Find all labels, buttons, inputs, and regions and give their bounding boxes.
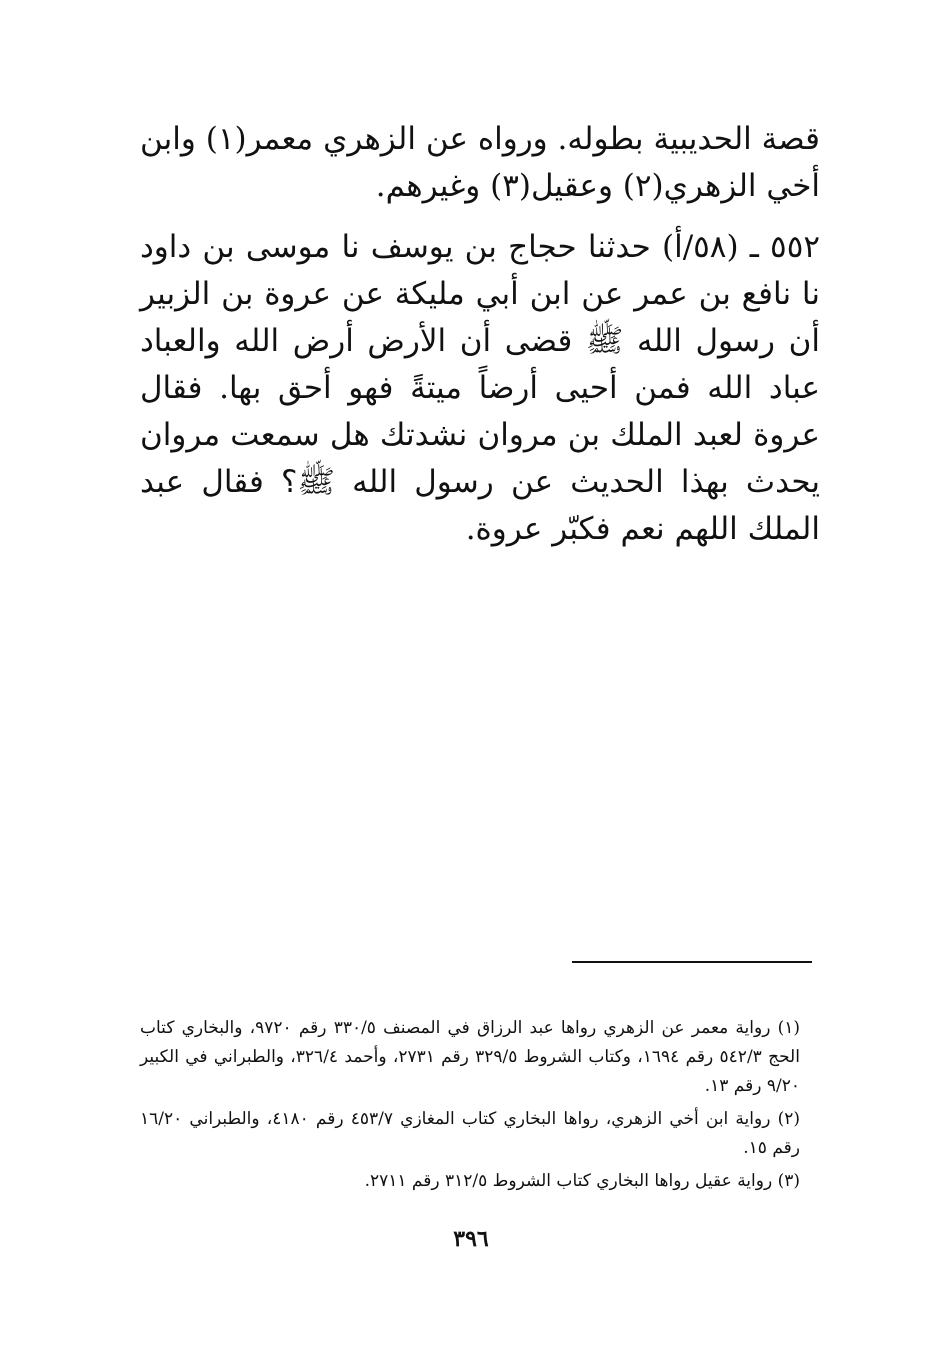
paragraph-text: قصة الحديبية بطوله. ورواه عن الزهري معمر(١) وابن أخي الزهري(٢) وعقيل(٣) وغيرهم. [140,121,821,204]
paragraph-text: ٥٥٢ ـ (٥٨/أ) حدثنا حجاج بن يوسف نا موسى بن داود نا نافع بن عمر عن ابن أبي مليكة عن عروة بن الزبير أن رسول الله ﷺ قضى أن الأرض أرض الله والعباد عباد الله فمن أحيى أرضاً ميتةً فهو أحق بها. فقال عروة لعبد الملك بن مروان نشدتك هل سمعت مروان يحدث بهذا الحديث عن رسول الله ﷺ؟ فقال عبد الملك اللهم نعم فكبّر عروة. [140,229,820,547]
page-number: ٣٩٦ [453,1226,489,1252]
footnote-1: (١) رواية معمر عن الزهري رواها عبد الرزاق في المصنف ٣٣٠/٥ رقم ٩٧٢٠، والبخاري كتاب الحج ٥٤٢/٣ رقم ١٦٩٤، وكتاب الشروط ٣٢٩/٥ رقم ٢٧٣١، وأحمد ٣٢٦/٤، والطبراني في الكبير ٩/٢٠ رقم ١٣. [140,1018,800,1096]
footnote-divider [572,961,812,963]
footnote-2: (٢) رواية ابن أخي الزهري، رواها البخاري كتاب المغازي ٤٥٣/٧ رقم ٤١٨٠، والطبراني ١٦/٢٠ رقم ١٥. [140,1109,800,1158]
hadith-552 [140,224,820,553]
footnotes [140,1014,800,1200]
body-paragraph-1 [140,116,820,210]
footnote-3: (٣) رواية عقيل رواها البخاري كتاب الشروط ٣١٢/٥ رقم ٢٧١١. [364,1171,800,1191]
